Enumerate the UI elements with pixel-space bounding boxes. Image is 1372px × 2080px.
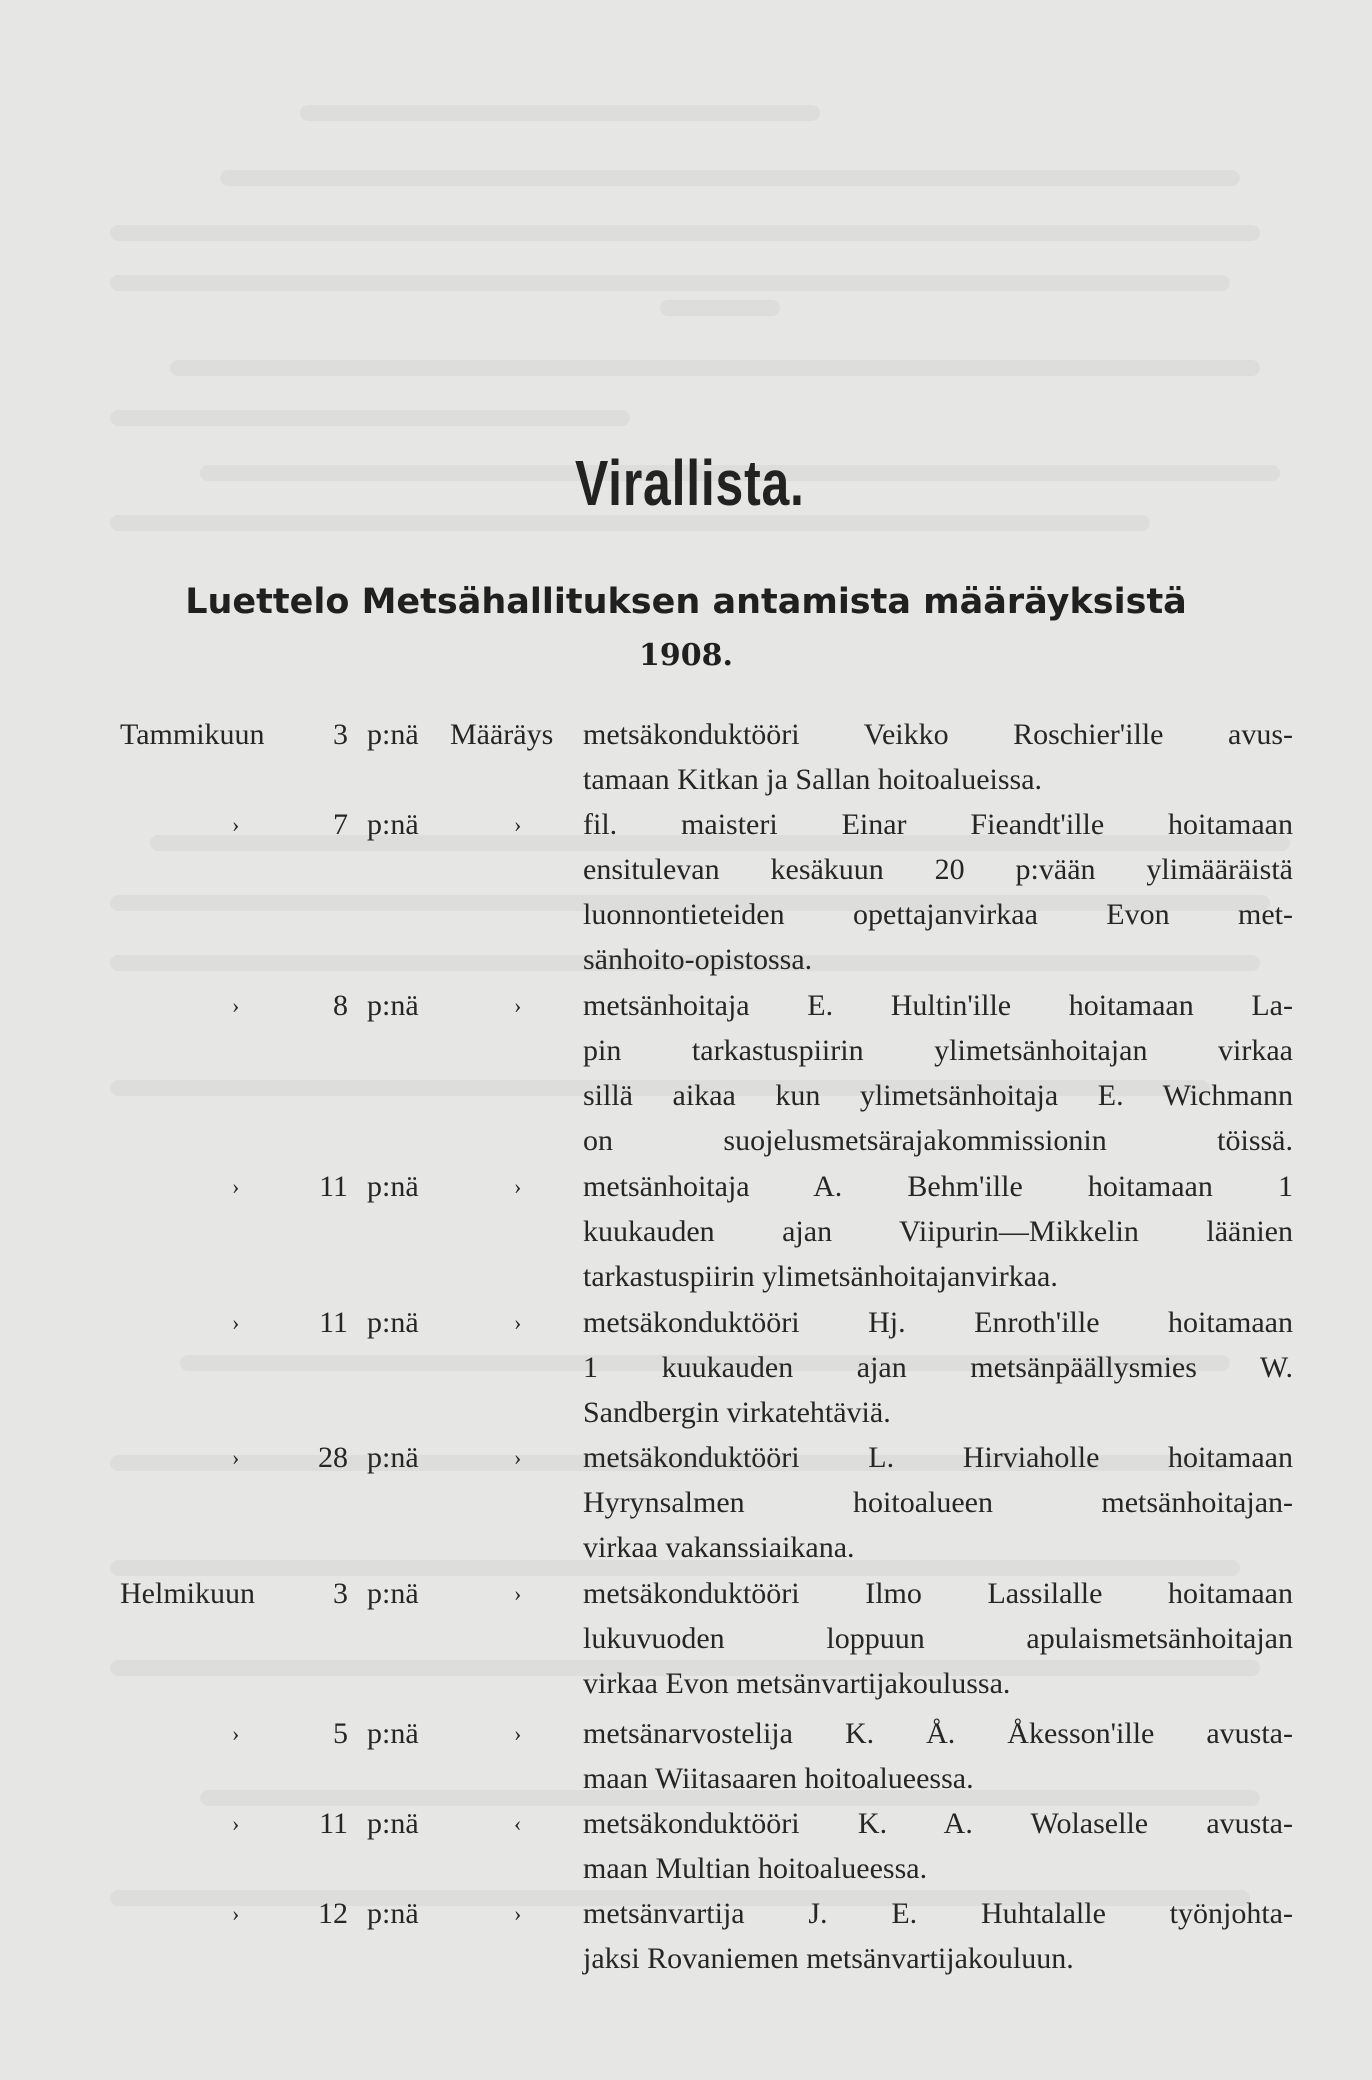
entry-line: ensitulevan kesäkuun 20 p:vään ylimääräistä xyxy=(583,853,1293,886)
entry-text xyxy=(583,983,1293,1163)
entry-date-suffix: p:nä xyxy=(367,989,419,1022)
entry-line: 1 kuukauden ajan metsänpäällysmies W. xyxy=(583,1351,1293,1384)
ditto-mark: › xyxy=(232,812,240,837)
entry-text xyxy=(583,802,1293,982)
ditto-mark: › xyxy=(514,1581,522,1606)
entry-line: on suojelusmetsärajakommissionin töissä. xyxy=(583,1124,1293,1157)
entry-text xyxy=(583,1711,1293,1801)
ditto-mark: › xyxy=(232,1310,240,1335)
entry-line: Hyrynsalmen hoitoalueen metsänhoitajan- xyxy=(583,1486,1293,1519)
entry-date-suffix: p:nä xyxy=(367,1577,419,1610)
entry-line: metsänhoitaja A. Behm'ille hoitamaan 1 xyxy=(583,1170,1293,1203)
page-title: Virallista. xyxy=(575,447,805,519)
entry-line: virkaa vakanssiaikana. xyxy=(583,1531,855,1564)
ditto-mark: › xyxy=(232,1174,240,1199)
entry-date-suffix: p:nä xyxy=(367,1897,419,1930)
ditto-mark: › xyxy=(514,1721,522,1746)
entry-text xyxy=(583,1801,1293,1891)
ditto-mark: › xyxy=(514,812,522,837)
entry-line: maan Wiitasaaren hoitoalueessa. xyxy=(583,1762,974,1795)
entry-day: 11 xyxy=(319,1807,348,1840)
entry-line: metsänvartija J. E. Huhtalalle työnjohta- xyxy=(583,1897,1293,1930)
entry-line: metsäkonduktööri Veikko Roschier'ille avus- xyxy=(583,718,1293,751)
entry-line: virkaa Evon metsänvartijakoulussa. xyxy=(583,1667,1011,1700)
entry-date-suffix: p:nä xyxy=(367,1441,419,1474)
entry-date-suffix: p:nä xyxy=(367,808,419,841)
entry-date-suffix: p:nä xyxy=(367,1717,419,1750)
entry-line: pin tarkastuspiirin ylimetsänhoitajan virkaa xyxy=(583,1034,1293,1067)
entry-line: metsänhoitaja E. Hultin'ille hoitamaan La- xyxy=(583,989,1293,1022)
ditto-mark: › xyxy=(514,1174,522,1199)
ditto-mark: › xyxy=(514,1310,522,1335)
entry-text xyxy=(583,1571,1293,1706)
entry-month: Tammikuun xyxy=(120,718,265,751)
ditto-mark: › xyxy=(514,1445,522,1470)
ditto-mark: › xyxy=(232,1901,240,1926)
entry-text xyxy=(583,712,1293,802)
year-heading: 1908. xyxy=(639,638,733,673)
entry-date-suffix: p:nä xyxy=(367,1807,419,1840)
entry-day: 3 xyxy=(333,1577,348,1610)
entry-day: 11 xyxy=(319,1170,348,1203)
ditto-mark: › xyxy=(232,1445,240,1470)
entry-line: metsäkonduktööri L. Hirviaholle hoitamaan xyxy=(583,1441,1293,1474)
entry-line: lukuvuoden loppuun apulaismetsänhoitajan xyxy=(583,1622,1293,1655)
ditto-mark: › xyxy=(232,993,240,1018)
ditto-mark: ‹ xyxy=(514,1811,522,1836)
entry-day: 12 xyxy=(318,1897,348,1930)
entry-line: tamaan Kitkan ja Sallan hoitoalueissa. xyxy=(583,763,1043,796)
entry-day: 11 xyxy=(319,1306,348,1339)
entry-date-suffix: p:nä xyxy=(367,718,419,751)
entry-line: sänhoito-opistossa. xyxy=(583,943,813,976)
entry-line: metsäkonduktööri Hj. Enroth'ille hoitamaan xyxy=(583,1306,1293,1339)
entry-text xyxy=(583,1300,1293,1435)
entry-text xyxy=(583,1435,1293,1570)
entry-day: 5 xyxy=(333,1717,348,1750)
entry-kind: Määräys xyxy=(450,718,554,751)
entry-day: 28 xyxy=(318,1441,348,1474)
entry-line: metsäkonduktööri Ilmo Lassilalle hoitamaan xyxy=(583,1577,1293,1610)
entry-day: 8 xyxy=(333,989,348,1022)
ditto-mark: › xyxy=(514,1901,522,1926)
entry-date-suffix: p:nä xyxy=(367,1306,419,1339)
entry-line: kuukauden ajan Viipurin—Mikkelin läänien xyxy=(583,1215,1293,1248)
entry-line: tarkastuspiirin ylimetsänhoitajanvirkaa. xyxy=(583,1260,1058,1293)
entry-day: 7 xyxy=(333,808,348,841)
list-heading: Luettelo Metsähallituksen antamista määräyksistä xyxy=(185,582,1187,622)
entry-line: Sandbergin virkatehtäviä. xyxy=(583,1396,891,1429)
entry-line: jaksi Rovaniemen metsänvartijakouluun. xyxy=(583,1942,1074,1975)
entry-line: luonnontieteiden opettajanvirkaa Evon met- xyxy=(583,898,1293,931)
ditto-mark: › xyxy=(514,993,522,1018)
entry-text xyxy=(583,1164,1293,1299)
ditto-mark: › xyxy=(232,1811,240,1836)
entry-month: Helmikuun xyxy=(120,1577,255,1610)
entry-date-suffix: p:nä xyxy=(367,1170,419,1203)
entry-line: sillä aikaa kun ylimetsänhoitaja E. Wichmann xyxy=(583,1079,1293,1112)
entry-line: metsänarvostelija K. Å. Åkesson'ille avusta- xyxy=(583,1717,1293,1750)
entry-day: 3 xyxy=(333,718,348,751)
entry-text xyxy=(583,1891,1293,1981)
entry-line: fil. maisteri Einar Fieandt'ille hoitamaan xyxy=(583,808,1293,841)
ditto-mark: › xyxy=(232,1721,240,1746)
entry-line: maan Multian hoitoalueessa. xyxy=(583,1852,928,1885)
entry-line: metsäkonduktööri K. A. Wolaselle avusta- xyxy=(583,1807,1293,1840)
